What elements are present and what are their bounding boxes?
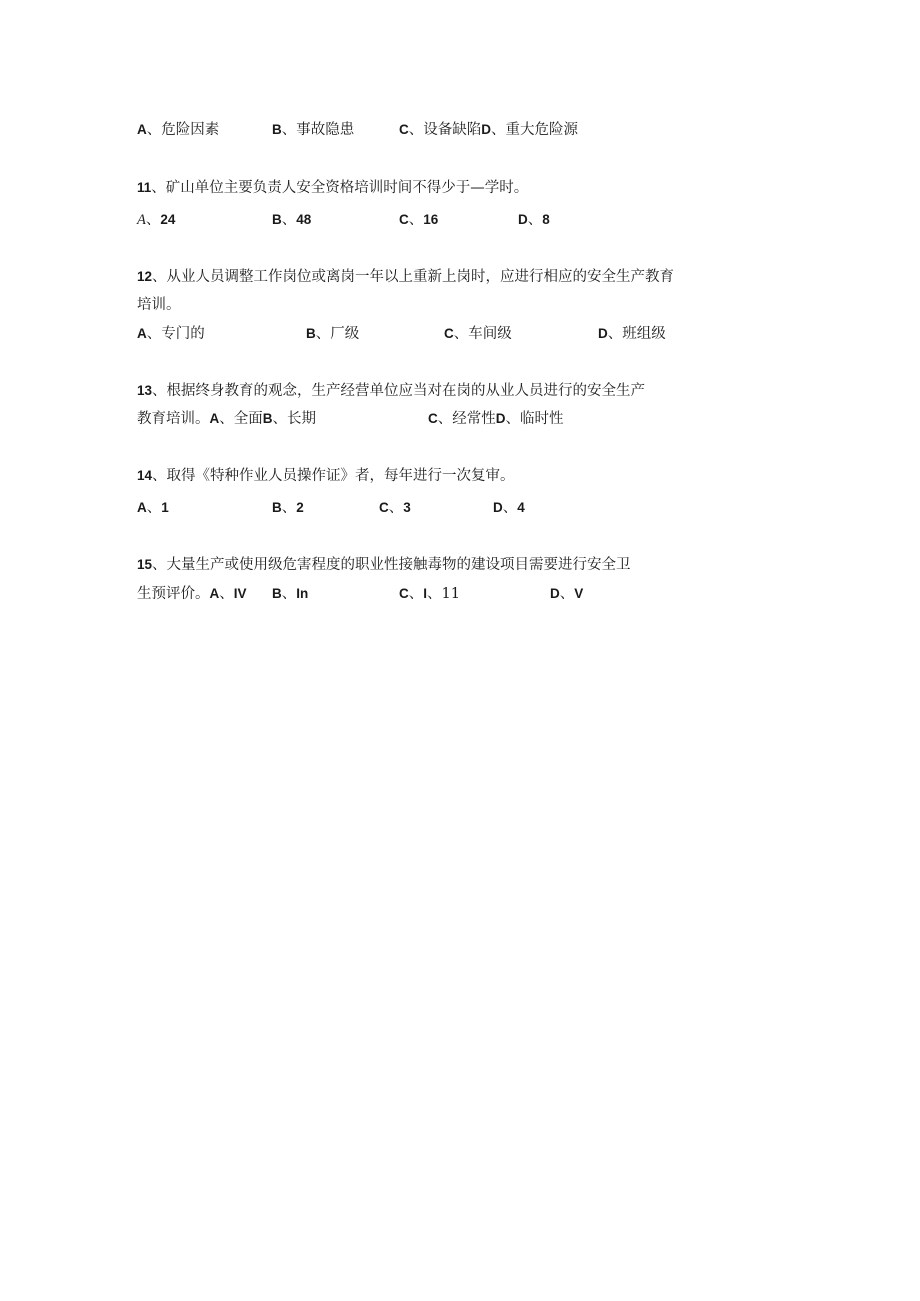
q15-option-d: D、V xyxy=(550,586,584,602)
q14-option-a: A、1 xyxy=(137,500,169,516)
q15-stem-line1: 15、大量生产或使用级危害程度的职业性接触毒物的建设项目需要进行安全卫 xyxy=(137,557,631,573)
q12-option-b: B、厂级 xyxy=(306,326,360,342)
q13-option-cd: C、经常性D、临时性 xyxy=(428,411,564,427)
q10-option-b: B、事故隐患 xyxy=(272,122,355,138)
q14-option-d: D、4 xyxy=(493,500,525,516)
q11-option-c: C、16 xyxy=(399,212,439,228)
q12-option-a: A、专门的 xyxy=(137,326,205,342)
q12-option-c: C、车间级 xyxy=(444,326,512,342)
q11-option-a: A、24 xyxy=(137,212,176,228)
q11-option-b: B、48 xyxy=(272,212,312,228)
q15-stem-tail-and-a: 生预评价。A、IV xyxy=(137,586,247,602)
q14-stem: 14、取得《特种作业人员操作证》者，每年进行一次复审。 xyxy=(137,468,515,484)
q11-stem: 11、矿山单位主要负责人安全资格培训时间不得少于—学时。 xyxy=(137,180,529,196)
q13-stem-line1: 13、根据终身教育的观念，生产经营单位应当对在岗的从业人员进行的安全生产 xyxy=(137,383,646,399)
q10-option-c: C、设备缺陷D、重大危险源 xyxy=(399,122,578,138)
q15-option-b: B、In xyxy=(272,586,309,602)
q13-stem-tail-and-ab: 教育培训。A、全面B、长期 xyxy=(137,411,316,427)
q12-option-d: D、班组级 xyxy=(598,326,666,342)
q15-option-c: C、I、11 xyxy=(399,586,460,602)
q14-option-b: B、2 xyxy=(272,500,304,516)
q12-stem-line2: 培训。 xyxy=(137,297,181,313)
q11-option-d: D、8 xyxy=(518,212,550,228)
q12-stem-line1: 12、从业人员调整工作岗位或离岗一年以上重新上岗时，应进行相应的安全生产教育 xyxy=(137,269,675,285)
q10-option-a: A、危险因素 xyxy=(137,122,220,138)
q14-option-c: C、3 xyxy=(379,500,411,516)
